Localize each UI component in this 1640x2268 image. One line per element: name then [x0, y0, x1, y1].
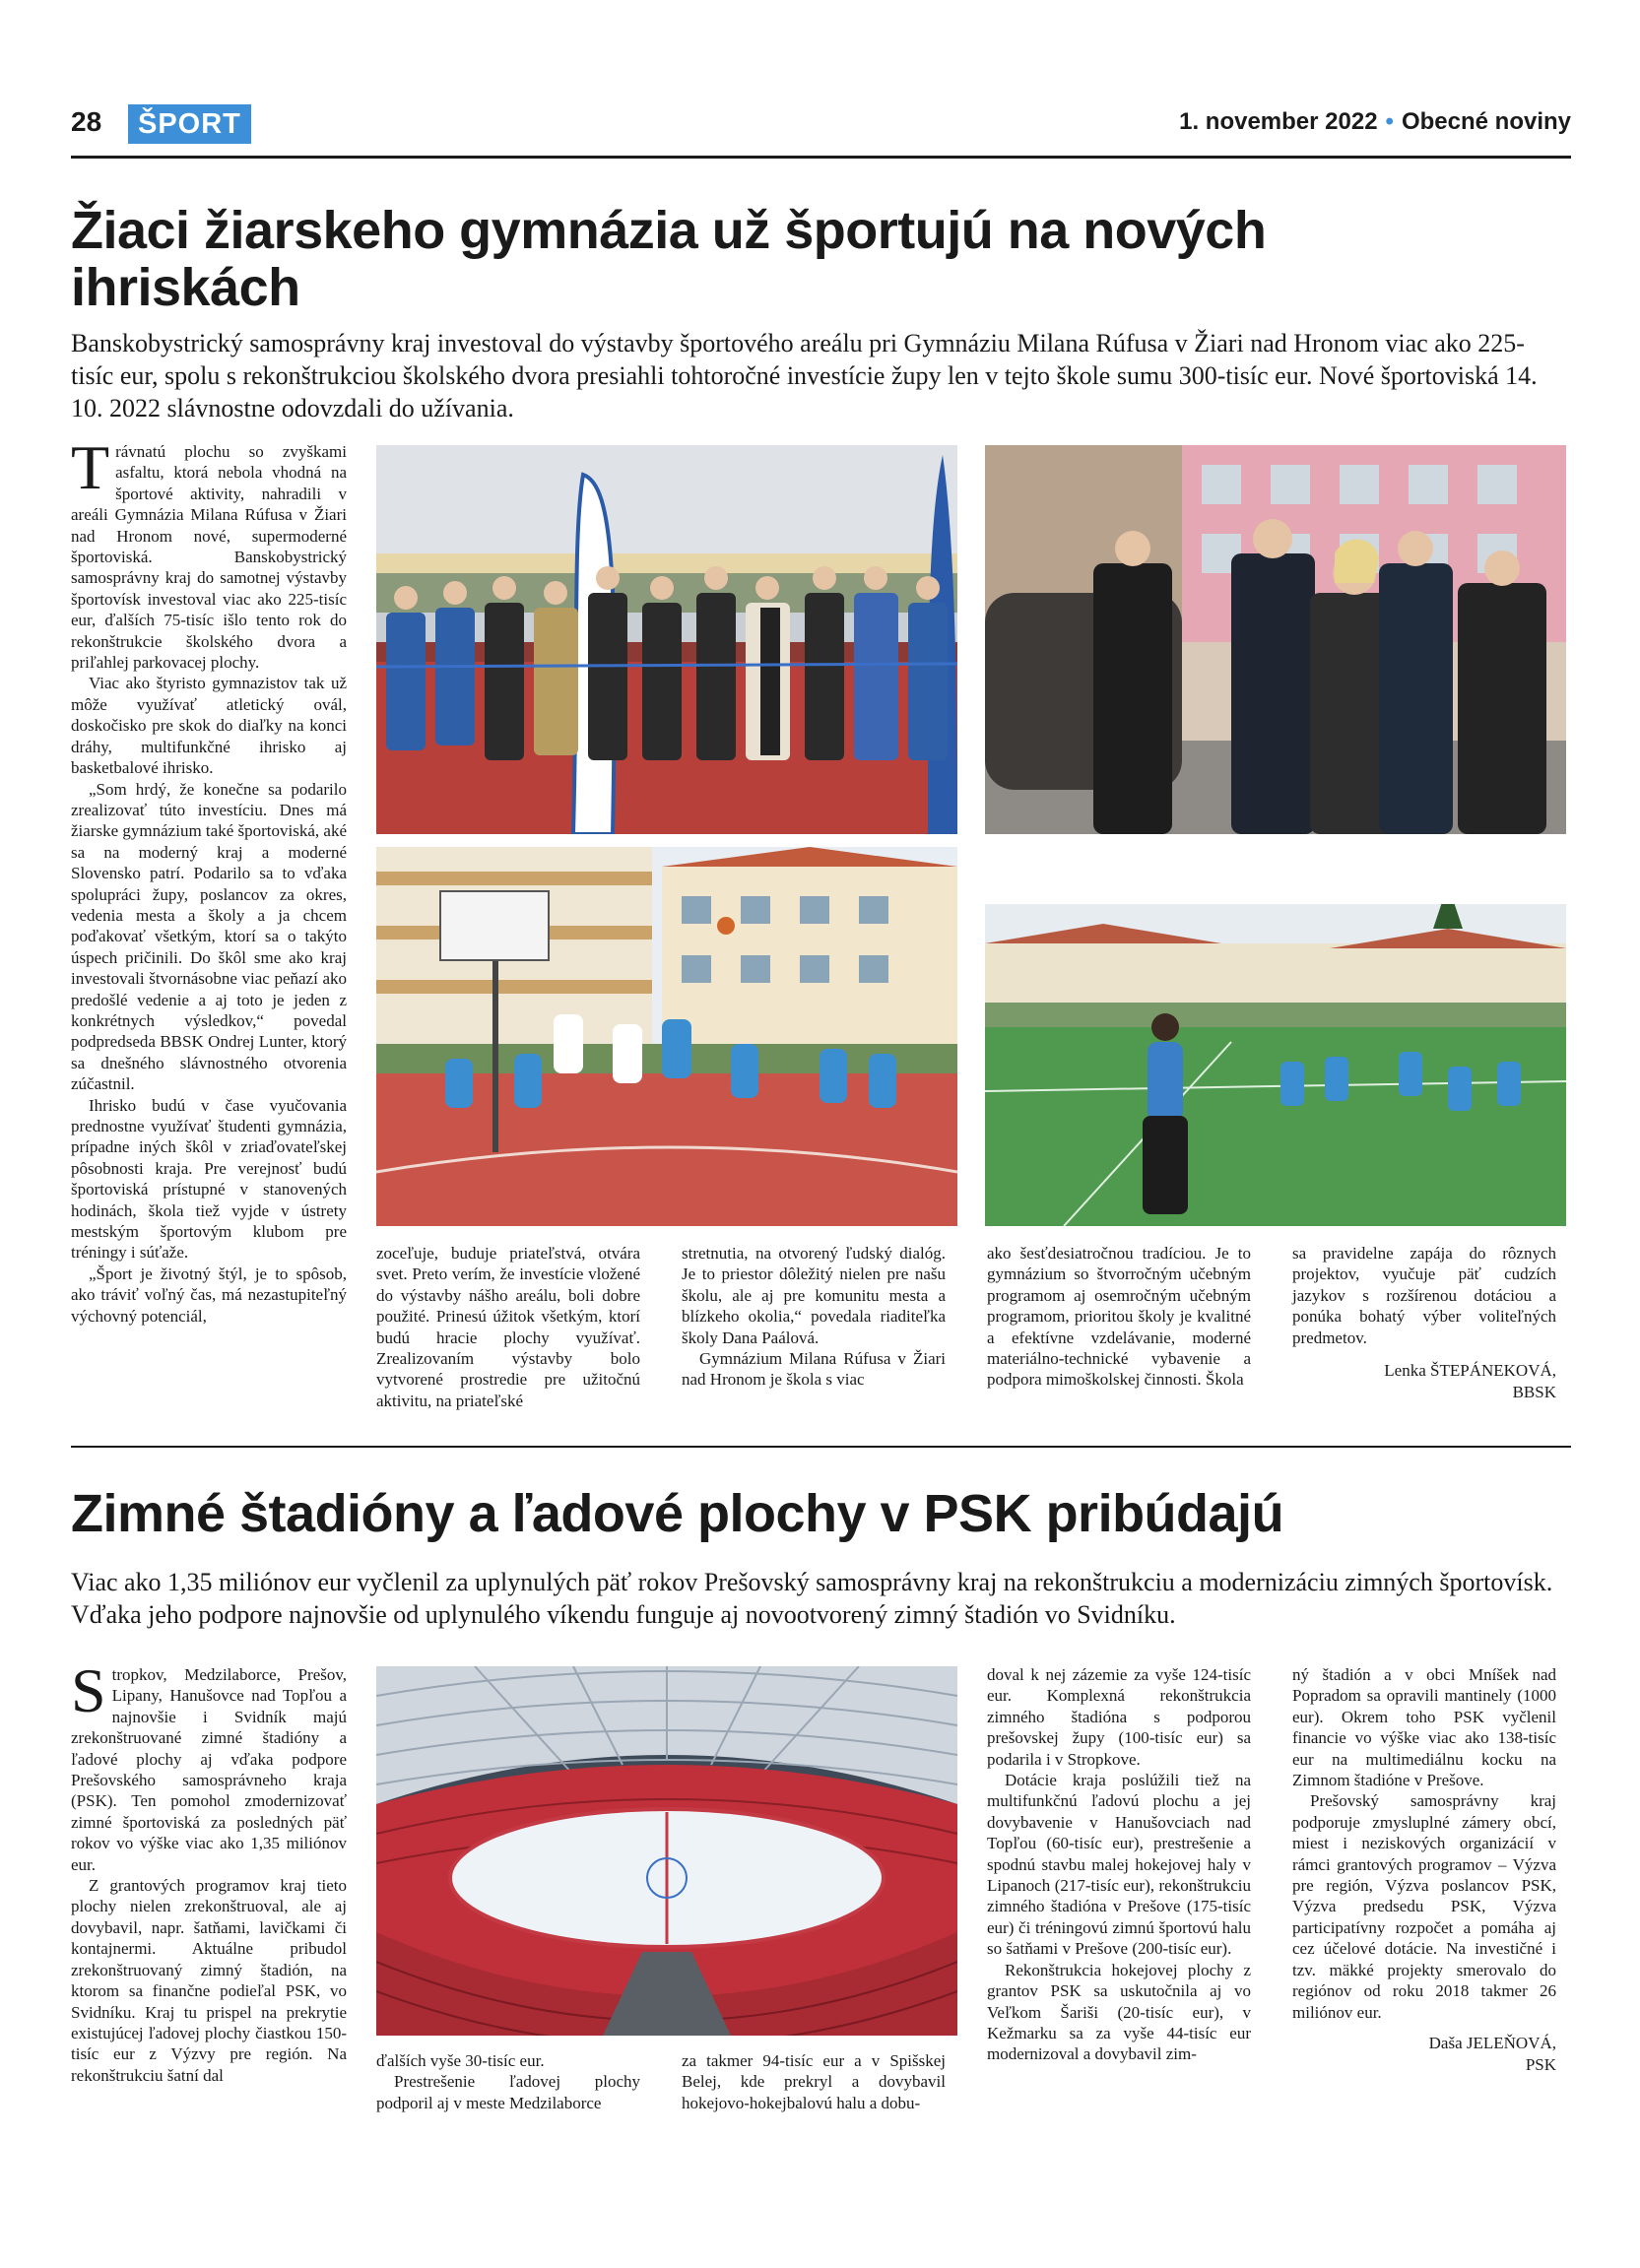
paragraph: Prestrešenie ľadovej plochy podporil aj v meste Medzilaborce: [376, 2072, 640, 2112]
issue-date: 1. november 2022: [1179, 108, 1378, 135]
paragraph: Gymnázium Milana Rúfusa v Žiari nad Hronom je škola s viac: [682, 1349, 946, 1390]
paragraph: tropkov, Medzilaborce, Prešov, Lipany, Hanušovce nad Topľou a najnovšie i Svidník majú zrekonštruované zimné štadióny a ľadové plochy aj vďaka podpore Prešovského samosprávneho kraja (PSK). Ten pomohol zmodernizovať zimné športoviská za posledných päť rokov vo výške viac ako 1,35 miliónov eur.: [71, 1665, 347, 1874]
section-tag: ŠPORT: [128, 104, 251, 144]
paragraph: zoceľuje, buduje priateľstvá, otvára svet. Preto verím, že investície vložené do výstavby nášho areálu, boli dobre použité. Prinesú úžitok všetkým, ktorí budú hracie plochy využívať. Zrealizovaním výstavby bolo vytvorené prostredie pre užitočnú aktivitu, na priateľské: [376, 1244, 640, 1410]
article2-author: Daša JELEŇOVÁ,: [1428, 2033, 1556, 2052]
article1-dropcap: T: [71, 432, 110, 502]
photo-ribbon-cutting: [376, 445, 957, 834]
photo-ice-stadium: [376, 1666, 957, 2036]
article1-lead: Banskobystrický samosprávny kraj investoval do výstavby športového areálu pri Gymnáziu Milana Rúfusa v Žiari nad Hronom viac ako 225-tisíc eur, spolu s rekonštrukciou školského dvora presiahli tohtoročné investície župy len v tejto škole sumu 300-tisíc eur. Nové športoviská 14. 10. 2022 slávnostne odovzdali do užívania.: [71, 329, 1538, 422]
article1-title: Žiaci žiarskeho gymnázia už športujú na nových ihriskách: [71, 201, 1267, 317]
separator-dot: •: [1385, 108, 1394, 135]
article1-author: Lenka ŠTEPÁNEKOVÁ,: [1384, 1361, 1556, 1381]
page-number: 28: [71, 106, 102, 137]
publication-name: Obecné noviny: [1401, 108, 1571, 135]
paragraph: „Šport je životný štýl, je to spôsob, ako tráviť voľný čas, má nezastupiteľný výchovný potenciál,: [71, 1264, 347, 1326]
photo-multifunctional-pitch: [985, 904, 1566, 1226]
article2-column-3: [682, 2050, 946, 2113]
paragraph: sa pravidelne zapája do rôznych projektov, vyučuje päť cudzích jazykov s rozšírenou dotáciou a ponúka bohatý výber voliteľných predmetov.: [1292, 1244, 1556, 1347]
article2-title: Zimné štadióny a ľadové plochy v PSK pribúdajú: [71, 1484, 1284, 1543]
article2-dropcap: S: [71, 1655, 106, 1725]
paragraph: doval k nej zázemie za vyše 124-tisíc eur. Komplexná rekonštrukcia zimného štadióna s podporou prešovskej župy (100-tisíc eur) sa podarila i v Stropkove.: [987, 1665, 1251, 1769]
article2-column-5: [1292, 1664, 1556, 2076]
header-rule: [71, 156, 1571, 159]
paragraph: Rekonštrukcia hokejovej plochy z grantov PSK sa uskutočnila aj vo Veľkom Šariši (20-tisíc eur), v Kežmarku sa za vyše 44-tisíc eur modernizoval a dovybavil zim-: [987, 1960, 1251, 2064]
paragraph: ďalších vyše 30-tisíc eur.: [376, 2051, 545, 2070]
article2-lead: Viac ako 1,35 miliónov eur vyčlenil za uplynulých päť rokov Prešovský samosprávny kraj na rekonštrukciu a modernizáciu zimných športovísk. Vďaka jeho podpore najnovšie od uplynulého víkendu funguje aj novootvorený zimný štadión vo Svidníku.: [71, 1568, 1553, 1629]
article2-column-4: [987, 1664, 1251, 2065]
issue-info: [1179, 108, 1571, 136]
article-separator: [71, 1446, 1571, 1448]
article2-column-2: [376, 2050, 640, 2113]
article1-column-3: [682, 1243, 946, 1391]
paragraph: Dotácie kraja poslúžili tiež na multifunkčnú ľadovú plochu a jej dovybavenie v Hanušovciach nad Topľou (60-tisíc eur), prestrešenie a spodnú stavbu malej hokejovej haly v Lipanoch (217-tisíc eur), rekonštrukciu zimného štadióna v Prešove (175-tisíc eur) či tréningovú zimnú športovú halu so šatňami v Prešove (200-tisíc eur).: [987, 1771, 1251, 1959]
photo-officials-crowd: [985, 445, 1566, 834]
paragraph: ako šesťdesiatročnou tradíciou. Je to gymnázium so štvorročným učebným programom aj osemročným učebným programom, prioritou školy je kvalitné a efektívne vzdelávanie, moderné materiálno-technické vybavenie a podpora mimoškolskej činnosti. Škola: [987, 1244, 1251, 1390]
paragraph: „Som hrdý, že konečne sa podarilo zrealizovať túto investíciu. Dnes má žiarske gymnázium také športoviská, aké sa na moderný kraj a moderné Slovensko patrí. Podarilo sa to vďaka spolupráci župy, poslancov za okres, vedenia mesta a školy a ja chcem poďakovať všetkým, ktorí sa o takýto úspech pričinili. Do škôl sme ako kraj investovali štvornásobne viac peňazí ako predošlé vedenie a aj toto je jeden z konkrétnych výsledkov,“ povedal podpredseda BBSK Ondrej Lunter, ktorý sa dnešného slávnostného otvorenia zúčastnil.: [71, 779, 347, 1094]
paragraph: Z grantových programov kraj tieto plochy nielen zrekonštruoval, ale aj dovybavil, napr. šatňami, lavičkami či kontajnermi. Aktuálne pribudol zrekonštruovaný zimný štadión, na ktorom sa finančne podieľal PSK, vo Svidníku. Kraj tu prispel na prekrytie existujúcej ľadovej plochy čiastkou 150-tisíc eur z Výzvy pre región. Na rekonštrukciu šatní dal: [71, 1876, 347, 2085]
article2-column-1: [71, 1655, 347, 2086]
photo-basketball-court: [376, 847, 957, 1226]
paragraph: rávnatú plochu so zvyškami asfaltu, ktorá nebola vhodná na športové aktivity, nahradili v areáli Gymnázia Milana Rúfusa v Žiari nad Hronom nové, supermoderné športoviská. Banskobystrický samosprávny kraj do samotnej výstavby športovísk investoval viac ako 225-tisíc eur, ďalších 75-tisíc išlo tento rok do rekonštrukcie školského dvora a priľahlej parkovacej plochy.: [71, 442, 347, 673]
article1-author-org: BBSK: [1512, 1383, 1556, 1402]
article1-column-5: [1292, 1243, 1556, 1403]
paragraph: Prešovský samosprávny kraj podporuje zmysluplné zámery obcí, miest i neziskových organizácií v rámci grantových programov – Výzva pre región, Výzva poslancov PSK, Výzva predsedu PSK, Výzva participatívny rozpočet a pomáha aj cez účelové dotácie. Na investičné i tzv. mäkké projekty smerovalo do regiónov od roku 2018 takmer 26 miliónov eur.: [1292, 1791, 1556, 2022]
paragraph: Ihrisko budú v čase vyučovania prednostne využívať študenti gymnázia, prípadne iných škôl v zriaďovateľskej pôsobnosti kraja. Pre verejnosť budú športoviská prístupné v stanovených hodinách, škola tiež vyjde v ústrety mestským športovým klubom pre tréningy i súťaže.: [71, 1095, 347, 1263]
article2-author-org: PSK: [1525, 2054, 1556, 2074]
article1-column-1: [71, 432, 347, 1327]
paragraph: Viac ako štyristo gymnazistov tak už môže využívať atletický ovál, doskočisko pre skok do diaľky na konci dráhy, multifunkčné ihrisko aj basketbalové ihrisko.: [71, 674, 347, 778]
paragraph: ný štadión a v obci Mníšek nad Popradom sa opravili mantinely (1000 eur). Okrem toho PSK vyčlenil financie vo výške viac ako 138-tisíc eur na multimediálnu kocku na Zimnom štadióne v Prešove.: [1292, 1665, 1556, 1790]
article1-column-2: [376, 1243, 640, 1411]
paragraph: za takmer 94-tisíc eur a v Spišskej Belej, kde prekryl a dovybavil hokejovo-hokejbalovú halu a dobu-: [682, 2051, 946, 2112]
article1-column-4: [987, 1243, 1251, 1391]
paragraph: stretnutia, na otvorený ľudský dialóg. Je to priestor dôležitý nielen pre našu školu, ale aj pre komunitu mesta a blízkeho okolia,“ povedala riaditeľka školy Dana Paálová.: [682, 1244, 946, 1347]
